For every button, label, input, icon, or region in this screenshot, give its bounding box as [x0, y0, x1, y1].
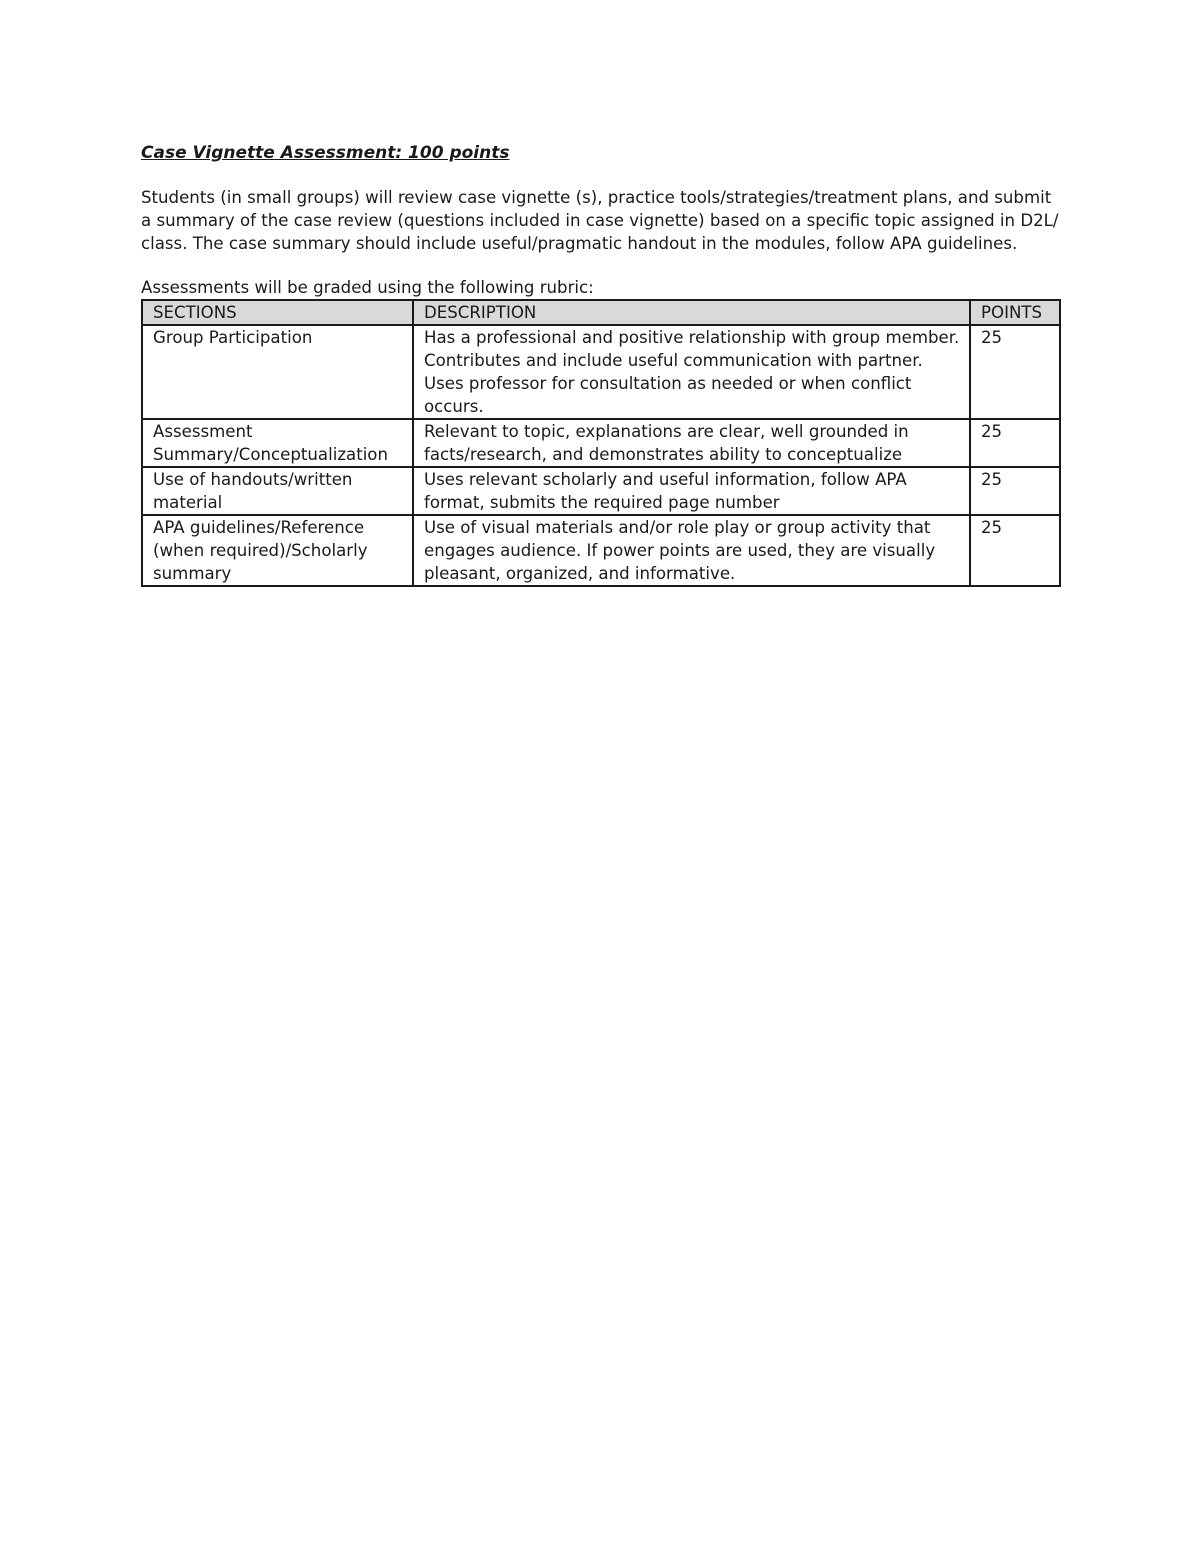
table-row: [142, 325, 1060, 419]
table-row: [142, 467, 1060, 515]
description-cell: Relevant to topic, explanations are clear, well grounded in facts/research, and demonstrates ability to conceptualize: [413, 419, 970, 467]
description-cell: Uses relevant scholarly and useful information, follow APA format, submits the required page number: [413, 467, 970, 515]
header-description: DESCRIPTION: [413, 300, 970, 325]
intro-paragraph: Students (in small groups) will review case vignette (s), practice tools/strategies/treatment plans, and submit a summary of the case review (questions included in case vignette) based on a specific topic assigned in D2L/ class. The case summary should include useful/pragmatic handout in the modules, follow APA guidelines.: [141, 188, 1059, 253]
points-cell: 25: [970, 515, 1060, 586]
description-cell: Has a professional and positive relationship with group member. Contributes and include useful communication with partner. Uses professor for consultation as needed or when conflict occurs.: [413, 325, 970, 419]
section-cell: APA guidelines/Reference (when required)/Scholarly summary: [142, 515, 413, 586]
rubric-header-row: [142, 300, 1060, 325]
points-cell: 25: [970, 467, 1060, 515]
rubric-caption: Assessments will be graded using the following rubric:: [141, 278, 594, 297]
description-cell: Use of visual materials and/or role play or group activity that engages audience. If power points are used, they are visually pleasant, organized, and informative.: [413, 515, 970, 586]
section-cell: Assessment Summary/Conceptualization: [142, 419, 413, 467]
header-points: POINTS: [970, 300, 1060, 325]
points-cell: 25: [970, 325, 1060, 419]
header-sections: SECTIONS: [142, 300, 413, 325]
table-row: [142, 515, 1060, 586]
rubric-table: [141, 299, 1061, 587]
table-row: [142, 419, 1060, 467]
section-cell: Group Participation: [142, 325, 413, 419]
points-cell: 25: [970, 419, 1060, 467]
document-content: [141, 141, 1059, 587]
document-title: Case Vignette Assessment: 100 points: [141, 143, 510, 163]
section-cell: Use of handouts/written material: [142, 467, 413, 515]
